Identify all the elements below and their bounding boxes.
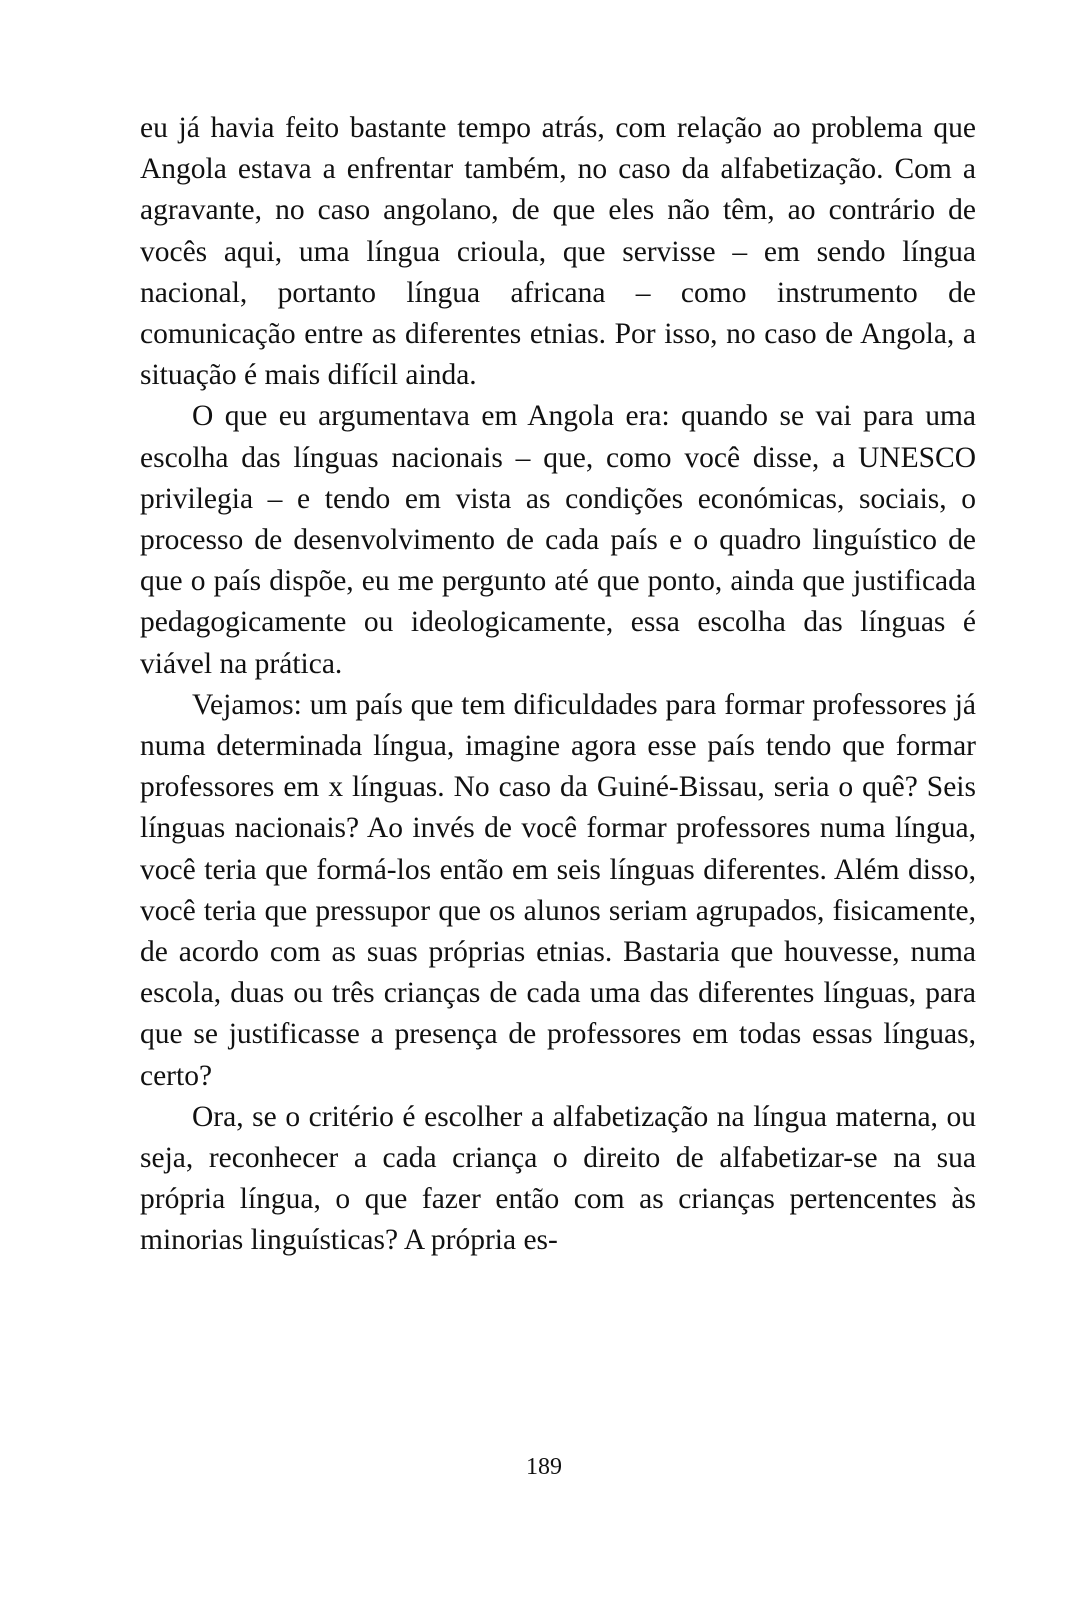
paragraph-mother-tongue: Ora, se o critério é escolher a alfabetização na língua materna, ou seja, reconhecer a cada criança o direito de alfabetizar-se na sua própria língua, o que fazer então com as crianças pertencentes às minorias linguísticas? A própria es- — [140, 1100, 976, 1257]
paragraph-teacher-training: Vejamos: um país que tem dificuldades para formar professores já numa determinada língua, imagine agora esse país tendo que formar professores em x línguas. No caso da Guiné-Bissau, seria o quê? Seis línguas nacionais? Ao invés de você formar professores numa língua, você teria que formá-los então em seis línguas diferentes. Além disso, você teria que pressupor que os alunos seriam agrupados, fisicamente, de acordo com as suas próprias etnias. Bastaria que houvesse, numa escola, duas ou três crianças de cada uma das diferentes línguas, para que se justificasse a presença de professores em todas essas línguas, certo? — [140, 688, 976, 1092]
page-number: 189 — [526, 1454, 562, 1480]
paragraph-continuation: eu já havia feito bastante tempo atrás, com relação ao problema que Angola estava a enfrentar também, no caso da alfabetização. Com a agravante, no caso angolano, de que eles não têm, ao contrário de vocês aqui, uma língua crioula, que servisse – em sendo língua nacional, portanto língua africana – como instrumento de comunicação entre as diferentes etnias. Por isso, no caso de Angola, a situação é mais difícil ainda. — [140, 112, 976, 392]
paragraph-angola-argument: O que eu argumentava em Angola era: quando se vai para uma escolha das línguas nacionais – que, como você disse, a UNESCO privilegia – e tendo em vista as condições económicas, sociais, o processo de desenvolvimento de cada país e o quadro linguístico de que o país dispõe, eu me pergunto até que ponto, ainda que justificada pedagogicamente ou ideologicamente, essa escolha das línguas é viável na prática. — [140, 400, 976, 680]
body-text — [140, 108, 976, 1262]
